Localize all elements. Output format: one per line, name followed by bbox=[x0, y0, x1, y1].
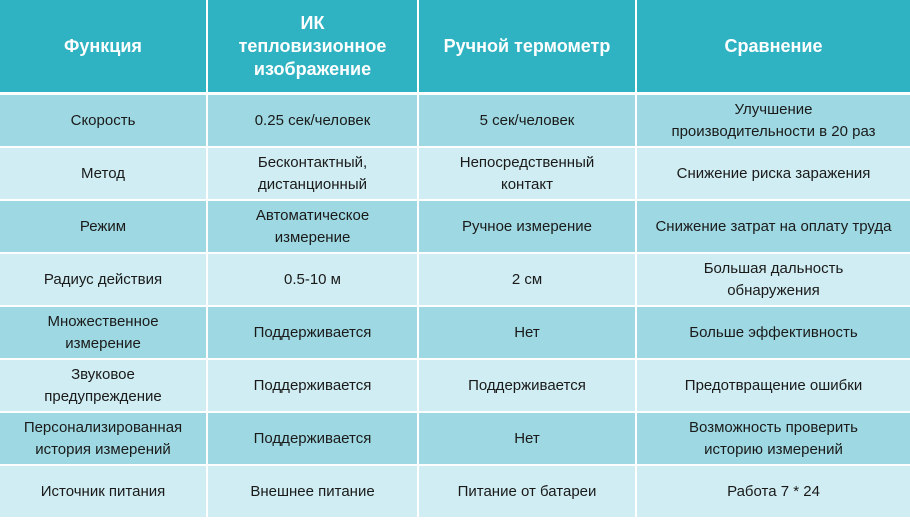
cell-ir-thermal: Бесконтактный, дистанционный bbox=[207, 147, 418, 200]
header-comparison: Сравнение bbox=[636, 0, 910, 94]
cell-manual-thermometer: Нет bbox=[418, 306, 636, 359]
cell-function: Радиус действия bbox=[0, 253, 207, 306]
cell-manual-thermometer: Питание от батареи bbox=[418, 465, 636, 518]
cell-ir-thermal: 0.5-10 м bbox=[207, 253, 418, 306]
cell-comparison: Работа 7 * 24 bbox=[636, 465, 910, 518]
cell-manual-thermometer: Нет bbox=[418, 412, 636, 465]
header-manual-thermometer: Ручной термометр bbox=[418, 0, 636, 94]
cell-function: Звуковое предупреждение bbox=[0, 359, 207, 412]
cell-comparison: Снижение затрат на оплату труда bbox=[636, 200, 910, 253]
table-row bbox=[0, 465, 910, 518]
cell-manual-thermometer: Ручное измерение bbox=[418, 200, 636, 253]
cell-function: Персонализированная история измерений bbox=[0, 412, 207, 465]
cell-comparison: Возможность проверить историю измерений bbox=[636, 412, 910, 465]
cell-ir-thermal: Внешнее питание bbox=[207, 465, 418, 518]
cell-comparison: Улучшение производительности в 20 раз bbox=[636, 94, 910, 148]
table-row bbox=[0, 253, 910, 306]
cell-ir-thermal: Поддерживается bbox=[207, 359, 418, 412]
cell-function: Режим bbox=[0, 200, 207, 253]
cell-comparison: Предотвращение ошибки bbox=[636, 359, 910, 412]
cell-manual-thermometer: 2 см bbox=[418, 253, 636, 306]
cell-ir-thermal: Поддерживается bbox=[207, 412, 418, 465]
table-header-row bbox=[0, 0, 910, 94]
cell-comparison: Большая дальность обнаружения bbox=[636, 253, 910, 306]
cell-manual-thermometer: Поддерживается bbox=[418, 359, 636, 412]
cell-ir-thermal: Автоматическое измерение bbox=[207, 200, 418, 253]
table-row bbox=[0, 94, 910, 148]
cell-function: Скорость bbox=[0, 94, 207, 148]
table-row bbox=[0, 359, 910, 412]
cell-ir-thermal: 0.25 сек/человек bbox=[207, 94, 418, 148]
cell-function: Источник питания bbox=[0, 465, 207, 518]
cell-function: Множественное измерение bbox=[0, 306, 207, 359]
header-ir-thermal: ИК тепловизионное изображение bbox=[207, 0, 418, 94]
table-row bbox=[0, 306, 910, 359]
cell-ir-thermal: Поддерживается bbox=[207, 306, 418, 359]
table-row bbox=[0, 412, 910, 465]
cell-manual-thermometer: Непосредственный контакт bbox=[418, 147, 636, 200]
cell-comparison: Больше эффективность bbox=[636, 306, 910, 359]
table-row bbox=[0, 200, 910, 253]
header-function: Функция bbox=[0, 0, 207, 94]
cell-comparison: Снижение риска заражения bbox=[636, 147, 910, 200]
cell-function: Метод bbox=[0, 147, 207, 200]
cell-manual-thermometer: 5 сек/человек bbox=[418, 94, 636, 148]
table-row bbox=[0, 147, 910, 200]
